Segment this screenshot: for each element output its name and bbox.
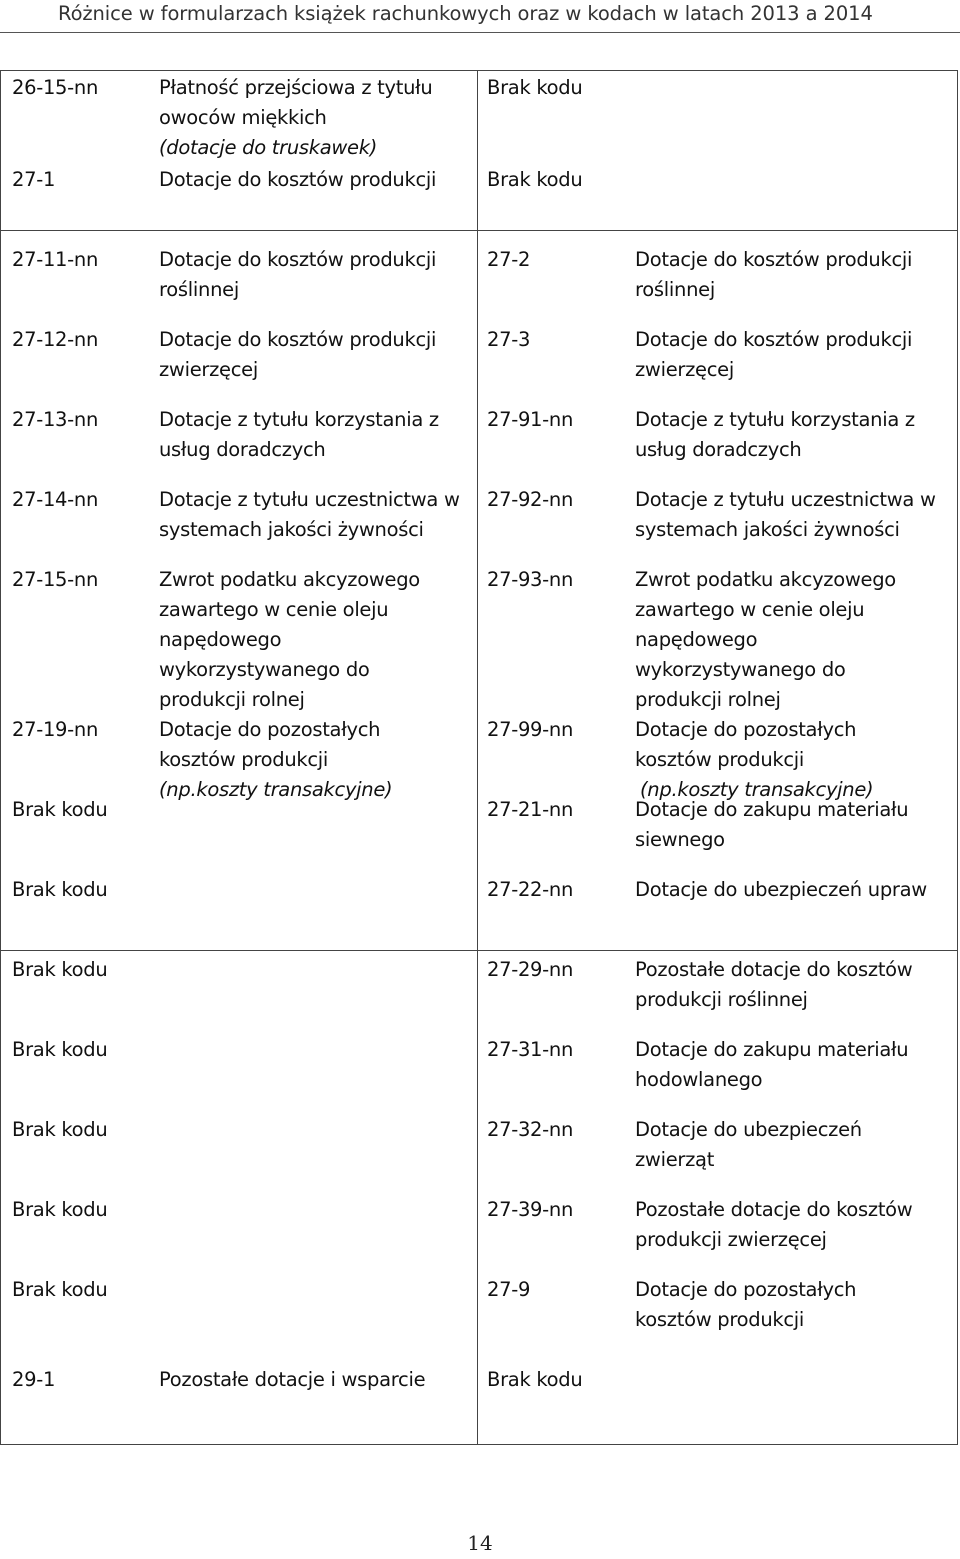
right-code: Brak kodu <box>487 168 583 191</box>
right-description-line: zwierzęcej <box>635 358 734 381</box>
left-description-line: Dotacje do pozostałych <box>159 718 381 741</box>
table-section-divider <box>0 950 958 951</box>
table-border-bottom <box>0 1444 958 1445</box>
right-description-line: Dotacje do zakupu materiału <box>635 798 909 821</box>
table-border-left <box>0 70 1 1445</box>
left-description-line: Dotacje do kosztów produkcji <box>159 248 437 271</box>
right-description-line: zawartego w cenie oleju <box>635 598 865 621</box>
right-description-line: kosztów produkcji <box>635 748 805 771</box>
right-code: 27-2 <box>487 248 531 271</box>
right-note: (np.koszty transakcyjne) <box>640 778 874 801</box>
left-description-line: systemach jakości żywności <box>159 518 424 541</box>
right-description-line: zwierząt <box>635 1148 715 1171</box>
right-description-line: roślinnej <box>635 278 715 301</box>
right-description-line: Dotacje do pozostałych <box>635 1278 857 1301</box>
right-description-line: wykorzystywanego do <box>635 658 846 681</box>
right-code: 27-93-nn <box>487 568 574 591</box>
right-description-line: Zwrot podatku akcyzowego <box>635 568 896 591</box>
right-description-line: Dotacje do kosztów produkcji <box>635 248 913 271</box>
left-code: 27-13-nn <box>12 408 99 431</box>
left-note: (np.koszty transakcyjne) <box>159 778 393 801</box>
left-description-line: kosztów produkcji <box>159 748 329 771</box>
left-description-line: produkcji rolnej <box>159 688 305 711</box>
table-border-right <box>957 70 958 1445</box>
page-title: Różnice w formularzach książek rachunkowych oraz w kodach w latach 2013 a 2014 <box>58 2 873 25</box>
right-description-line: systemach jakości żywności <box>635 518 900 541</box>
right-code: 27-32-nn <box>487 1118 574 1141</box>
right-description-line: hodowlanego <box>635 1068 763 1091</box>
right-code: 27-92-nn <box>487 488 574 511</box>
left-code: Brak kodu <box>12 1118 108 1141</box>
left-code: Brak kodu <box>12 878 108 901</box>
right-code: Brak kodu <box>487 1368 583 1391</box>
left-code: 27-19-nn <box>12 718 99 741</box>
right-description-line: Dotacje do zakupu materiału <box>635 1038 909 1061</box>
left-note: (dotacje do truskawek) <box>159 136 378 159</box>
page-number: 14 <box>467 1531 493 1555</box>
right-description-line: Dotacje do ubezpieczeń <box>635 1118 862 1141</box>
right-code: 27-22-nn <box>487 878 574 901</box>
left-description-line: wykorzystywanego do <box>159 658 370 681</box>
left-code: 27-11-nn <box>12 248 99 271</box>
right-description-line: siewnego <box>635 828 725 851</box>
right-code: 27-91-nn <box>487 408 574 431</box>
left-code: 26-15-nn <box>12 76 99 99</box>
right-description-line: Pozostałe dotacje do kosztów <box>635 958 913 981</box>
left-code: 27-12-nn <box>12 328 99 351</box>
left-description-line: Dotacje z tytułu korzystania z <box>159 408 439 431</box>
right-code: 27-39-nn <box>487 1198 574 1221</box>
left-description-line: owoców miękkich <box>159 106 327 129</box>
left-code: 27-15-nn <box>12 568 99 591</box>
left-description-line: Dotacje z tytułu uczestnictwa w <box>159 488 460 511</box>
right-code: Brak kodu <box>487 76 583 99</box>
left-code: 27-1 <box>12 168 56 191</box>
right-description-line: Dotacje do pozostałych <box>635 718 857 741</box>
left-description-line: Zwrot podatku akcyzowego <box>159 568 420 591</box>
left-code: Brak kodu <box>12 798 108 821</box>
header-rule <box>0 32 960 33</box>
table-section-divider <box>0 230 958 231</box>
right-code: 27-31-nn <box>487 1038 574 1061</box>
left-code: Brak kodu <box>12 1278 108 1301</box>
right-description-line: produkcji roślinnej <box>635 988 808 1011</box>
left-code: 29-1 <box>12 1368 56 1391</box>
right-description-line: kosztów produkcji <box>635 1308 805 1331</box>
right-description-line: Dotacje z tytułu uczestnictwa w <box>635 488 936 511</box>
right-description-line: napędowego <box>635 628 758 651</box>
right-code: 27-3 <box>487 328 531 351</box>
left-description-line: Dotacje do kosztów produkcji <box>159 328 437 351</box>
left-code: Brak kodu <box>12 1038 108 1061</box>
left-description-line: roślinnej <box>159 278 239 301</box>
right-description-line: Dotacje do ubezpieczeń upraw <box>635 878 927 901</box>
table-column-divider <box>477 70 478 1445</box>
right-description-line: Dotacje z tytułu korzystania z <box>635 408 915 431</box>
right-description-line: usług doradczych <box>635 438 802 461</box>
left-description-line: Płatność przejściowa z tytułu <box>159 76 433 99</box>
right-code: 27-9 <box>487 1278 531 1301</box>
left-description-line: Dotacje do kosztów produkcji <box>159 168 437 191</box>
page-header <box>0 0 960 34</box>
right-code: 27-21-nn <box>487 798 574 821</box>
right-description-line: Pozostałe dotacje do kosztów <box>635 1198 913 1221</box>
codes-table <box>0 70 958 1445</box>
left-description-line: napędowego <box>159 628 282 651</box>
left-description-line: zawartego w cenie oleju <box>159 598 389 621</box>
right-description-line: produkcji rolnej <box>635 688 781 711</box>
right-description-line: produkcji zwierzęcej <box>635 1228 827 1251</box>
left-description-line: usług doradczych <box>159 438 326 461</box>
right-code: 27-99-nn <box>487 718 574 741</box>
left-code: Brak kodu <box>12 1198 108 1221</box>
table-border-top <box>0 70 958 71</box>
left-description-line: Pozostałe dotacje i wsparcie <box>159 1368 426 1391</box>
right-code: 27-29-nn <box>487 958 574 981</box>
right-description-line: Dotacje do kosztów produkcji <box>635 328 913 351</box>
left-code: Brak kodu <box>12 958 108 981</box>
left-code: 27-14-nn <box>12 488 99 511</box>
left-description-line: zwierzęcej <box>159 358 258 381</box>
